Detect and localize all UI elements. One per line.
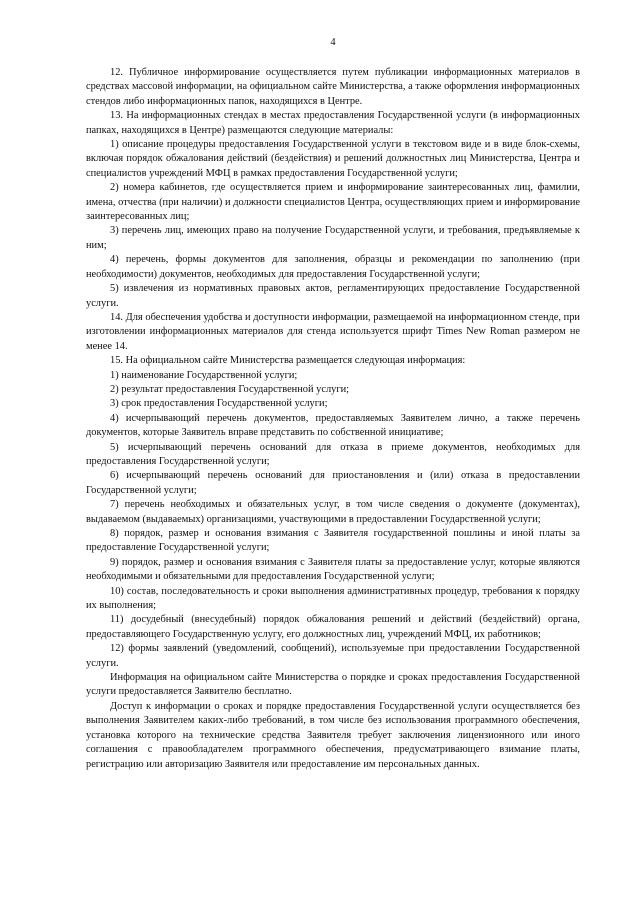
paragraph: 7) перечень необходимых и обязательных услуг, в том числе сведения о документе (документах), выдаваемом (выдаваемых) организациями, участвующими в предоставлении Государственной услуги; (86, 499, 580, 525)
paragraph: 9) порядок, размер и основания взимания с Заявителя платы за предоставление услуг, которые являются необходимыми и обязательными для предоставления Государственной услуги; (86, 556, 580, 583)
paragraph: Доступ к информации о сроках и порядке предоставления Государственной услуги осуществляется без выполнения Заявителем каких-либо требований, в том числе без использования программного обеспечения, установка которого на технические средства Заявителя требует заключения лицензионного или иного соглашения с правообладателем программного обеспечения, предусматривающего взимание платы, регистрацию или авторизацию Заявителя или предоставление им персональных данных. (86, 700, 580, 770)
paragraph: 15. На официальном сайте Министерства размещается следующая информация: (110, 355, 466, 367)
paragraph: 3) перечень лиц, имеющих право на получение Государственной услуги, и требования, предъявляемые к ним; (86, 225, 580, 251)
paragraph: 13. На информационных стендах в местах предоставления Государственной услуги (в информационных папках, находящихся в Центре) размещаются следующие материалы: (86, 110, 580, 136)
paragraph: 8) порядок, размер и основания взимания с Заявителя государственной пошлины и иной платы за предоставление Государственной услуги; (86, 528, 580, 554)
paragraph: 11) досудебный (внесудебный) порядок обжалования решений и действий (бездействий) органа, предоставляющего Государственную услугу, его должностных лиц, учреждений МФЦ, их работников; (86, 614, 580, 640)
paragraph: 4) перечень, формы документов для заполнения, образцы и рекомендации по заполнению (при необходимости) документов, необходимых для предоставления Государственной услуги; (86, 254, 580, 280)
paragraph: Информация на официальном сайте Министерства о порядке и сроках предоставления Государственной услуги предоставляется Заявителю бесплатно. (86, 672, 580, 698)
paragraph: 14. Для обеспечения удобства и доступности информации, размещаемой на информационном стенде, при изготовлении информационных материалов для стенда используется шрифт Times New Roman размером не менее 14. (86, 311, 580, 352)
paragraph: 2) номера кабинетов, где осуществляется прием и информирование заинтересованных лиц, фамилии, имена, отчества (при наличии) и должности специалистов Центра, осуществляющих прием и информирование заинтересованных лиц; (86, 182, 580, 223)
paragraph: 1) описание процедуры предоставления Государственной услуги в текстовом виде и в виде блок-схемы, включая порядок обжалования действий (бездействия) и решений должностных лиц Министерства, Центра и специалистов учреждений МФЦ в рамках предоставления Государственной услуги; (86, 139, 580, 179)
page-number: 4 (330, 37, 336, 48)
document-body (86, 66, 580, 772)
paragraph: 10) состав, последовательность и сроки выполнения административных процедур, требования к порядку их выполнения; (86, 585, 580, 612)
paragraph: 5) исчерпывающий перечень оснований для отказа в приеме документов, необходимых для предоставления Государственной услуги; (86, 441, 580, 467)
paragraph: 4) исчерпывающий перечень документов, предоставляемых Заявителем лично, а также перечень документов, которые Заявитель вправе представить по собственной инициативе; (86, 412, 580, 439)
paragraph: 12. Публичное информирование осуществляется путем публикации информационных материалов в средствах массовой информации, на официальном сайте Министерства, а также оформления информационных стендов либо информационных папок, находящихся в Центре. (86, 67, 580, 107)
paragraph: 5) извлечения из нормативных правовых актов, регламентирующих предоставление Государственной услуги. (86, 283, 580, 309)
paragraph: 1) наименование Государственной услуги; (110, 369, 298, 381)
paragraph: 3) срок предоставления Государственной услуги; (110, 398, 328, 410)
paragraph: 12) формы заявлений (уведомлений, сообщений), используемые при предоставлении Государственной услуги. (86, 643, 580, 669)
paragraph: 6) исчерпывающий перечень оснований для приостановления и (или) отказа в предоставлении Государственной услуги; (86, 470, 580, 496)
paragraph: 2) результат предоставления Государственной услуги; (110, 383, 350, 395)
